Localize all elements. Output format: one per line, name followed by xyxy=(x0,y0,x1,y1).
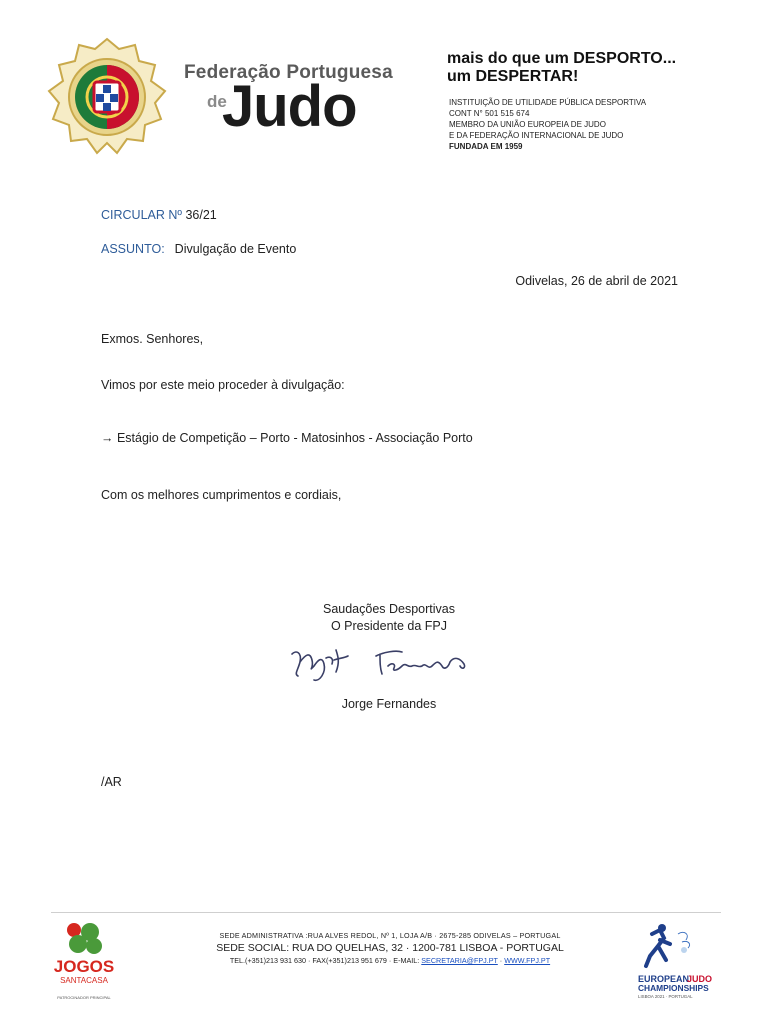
institution-info xyxy=(449,97,646,152)
sponsor-tag: PATROCINADOR PRINCIPAL xyxy=(57,995,111,1000)
federation-judo-wordmark: Judo xyxy=(222,74,357,139)
event-item: → Estágio de Competição – Porto - Matosinhos - Associação Porto xyxy=(101,431,473,445)
reference-initials: /AR xyxy=(101,775,122,789)
footer-separator: · xyxy=(497,956,505,965)
letter-date: Odivelas, 26 de abril de 2021 xyxy=(515,274,678,288)
event-name-part1: EUROPEAN xyxy=(638,974,690,984)
intro-paragraph: Vimos por este meio proceder à divulgação: xyxy=(101,378,345,392)
sponsor-subname: SANTACASA xyxy=(60,976,108,985)
closing-paragraph: Com os melhores cumprimentos e cordiais, xyxy=(101,488,342,502)
federation-de: de xyxy=(207,92,227,111)
circular-value: 36/21 xyxy=(181,208,217,222)
federation-seal-logo xyxy=(40,36,174,158)
event-location: LISBOA 2021 · PORTUGAL xyxy=(638,994,693,999)
handwritten-signature xyxy=(284,636,484,688)
subject-value: Divulgação de Evento xyxy=(174,242,297,256)
motto-line-2: um DESPERTAR! xyxy=(447,68,579,85)
footer-contacts xyxy=(160,956,620,965)
salutation: Saudações Desportivas xyxy=(322,602,456,616)
subject-line xyxy=(101,242,296,256)
institution-line: CONT N° 501 515 674 xyxy=(449,109,530,118)
footer-registered-address: SEDE SOCIAL: RUA DO QUELHAS, 32 · 1200-781 LISBOA - PORTUGAL xyxy=(216,942,564,954)
footer-divider xyxy=(51,912,721,913)
institution-line: E DA FEDERAÇÃO INTERNACIONAL DE JUDO xyxy=(449,131,624,140)
federation-name: Federação Portuguesa xyxy=(184,62,393,83)
signatory-role: O Presidente da FPJ xyxy=(330,619,448,633)
circular-label: CIRCULAR Nº xyxy=(101,208,182,222)
email-link[interactable]: SECRETARIA@FPJ.PT xyxy=(421,956,498,965)
jogos-santacasa-logo xyxy=(52,920,116,1002)
event-name-line2: CHAMPIONSHIPS xyxy=(638,983,709,993)
signatory-name: Jorge Fernandes xyxy=(341,697,437,711)
website-link[interactable]: WWW.FPJ.PT xyxy=(504,956,551,965)
founded-line: FUNDADA EM 1959 xyxy=(449,142,523,151)
institution-line: MEMBRO DA UNIÃO EUROPEIA DE JUDO xyxy=(449,120,606,129)
footer-admin-address: SEDE ADMINISTRATIVA :RUA ALVES REDOL, Nº 1, LOJA A/B · 2675-285 ODIVELAS – PORTUGAL xyxy=(219,931,561,940)
event-name-part2: JUDO xyxy=(687,974,713,984)
subject-label: ASSUNTO: xyxy=(101,242,165,256)
footer-phone-fax: TEL.(+351)213 931 630 · FAX(+351)213 951 679 · E-MAIL: xyxy=(229,956,422,965)
greeting: Exmos. Senhores, xyxy=(101,332,204,346)
sponsor-name: JOGOS xyxy=(53,957,115,976)
european-judo-championships-logo xyxy=(636,920,720,1002)
motto-line-1: mais do que um DESPORTO... xyxy=(447,50,677,67)
circular-number xyxy=(101,208,217,222)
institution-line: INSTITUIÇÃO DE UTILIDADE PÚBLICA DESPORTIVA xyxy=(449,98,647,107)
